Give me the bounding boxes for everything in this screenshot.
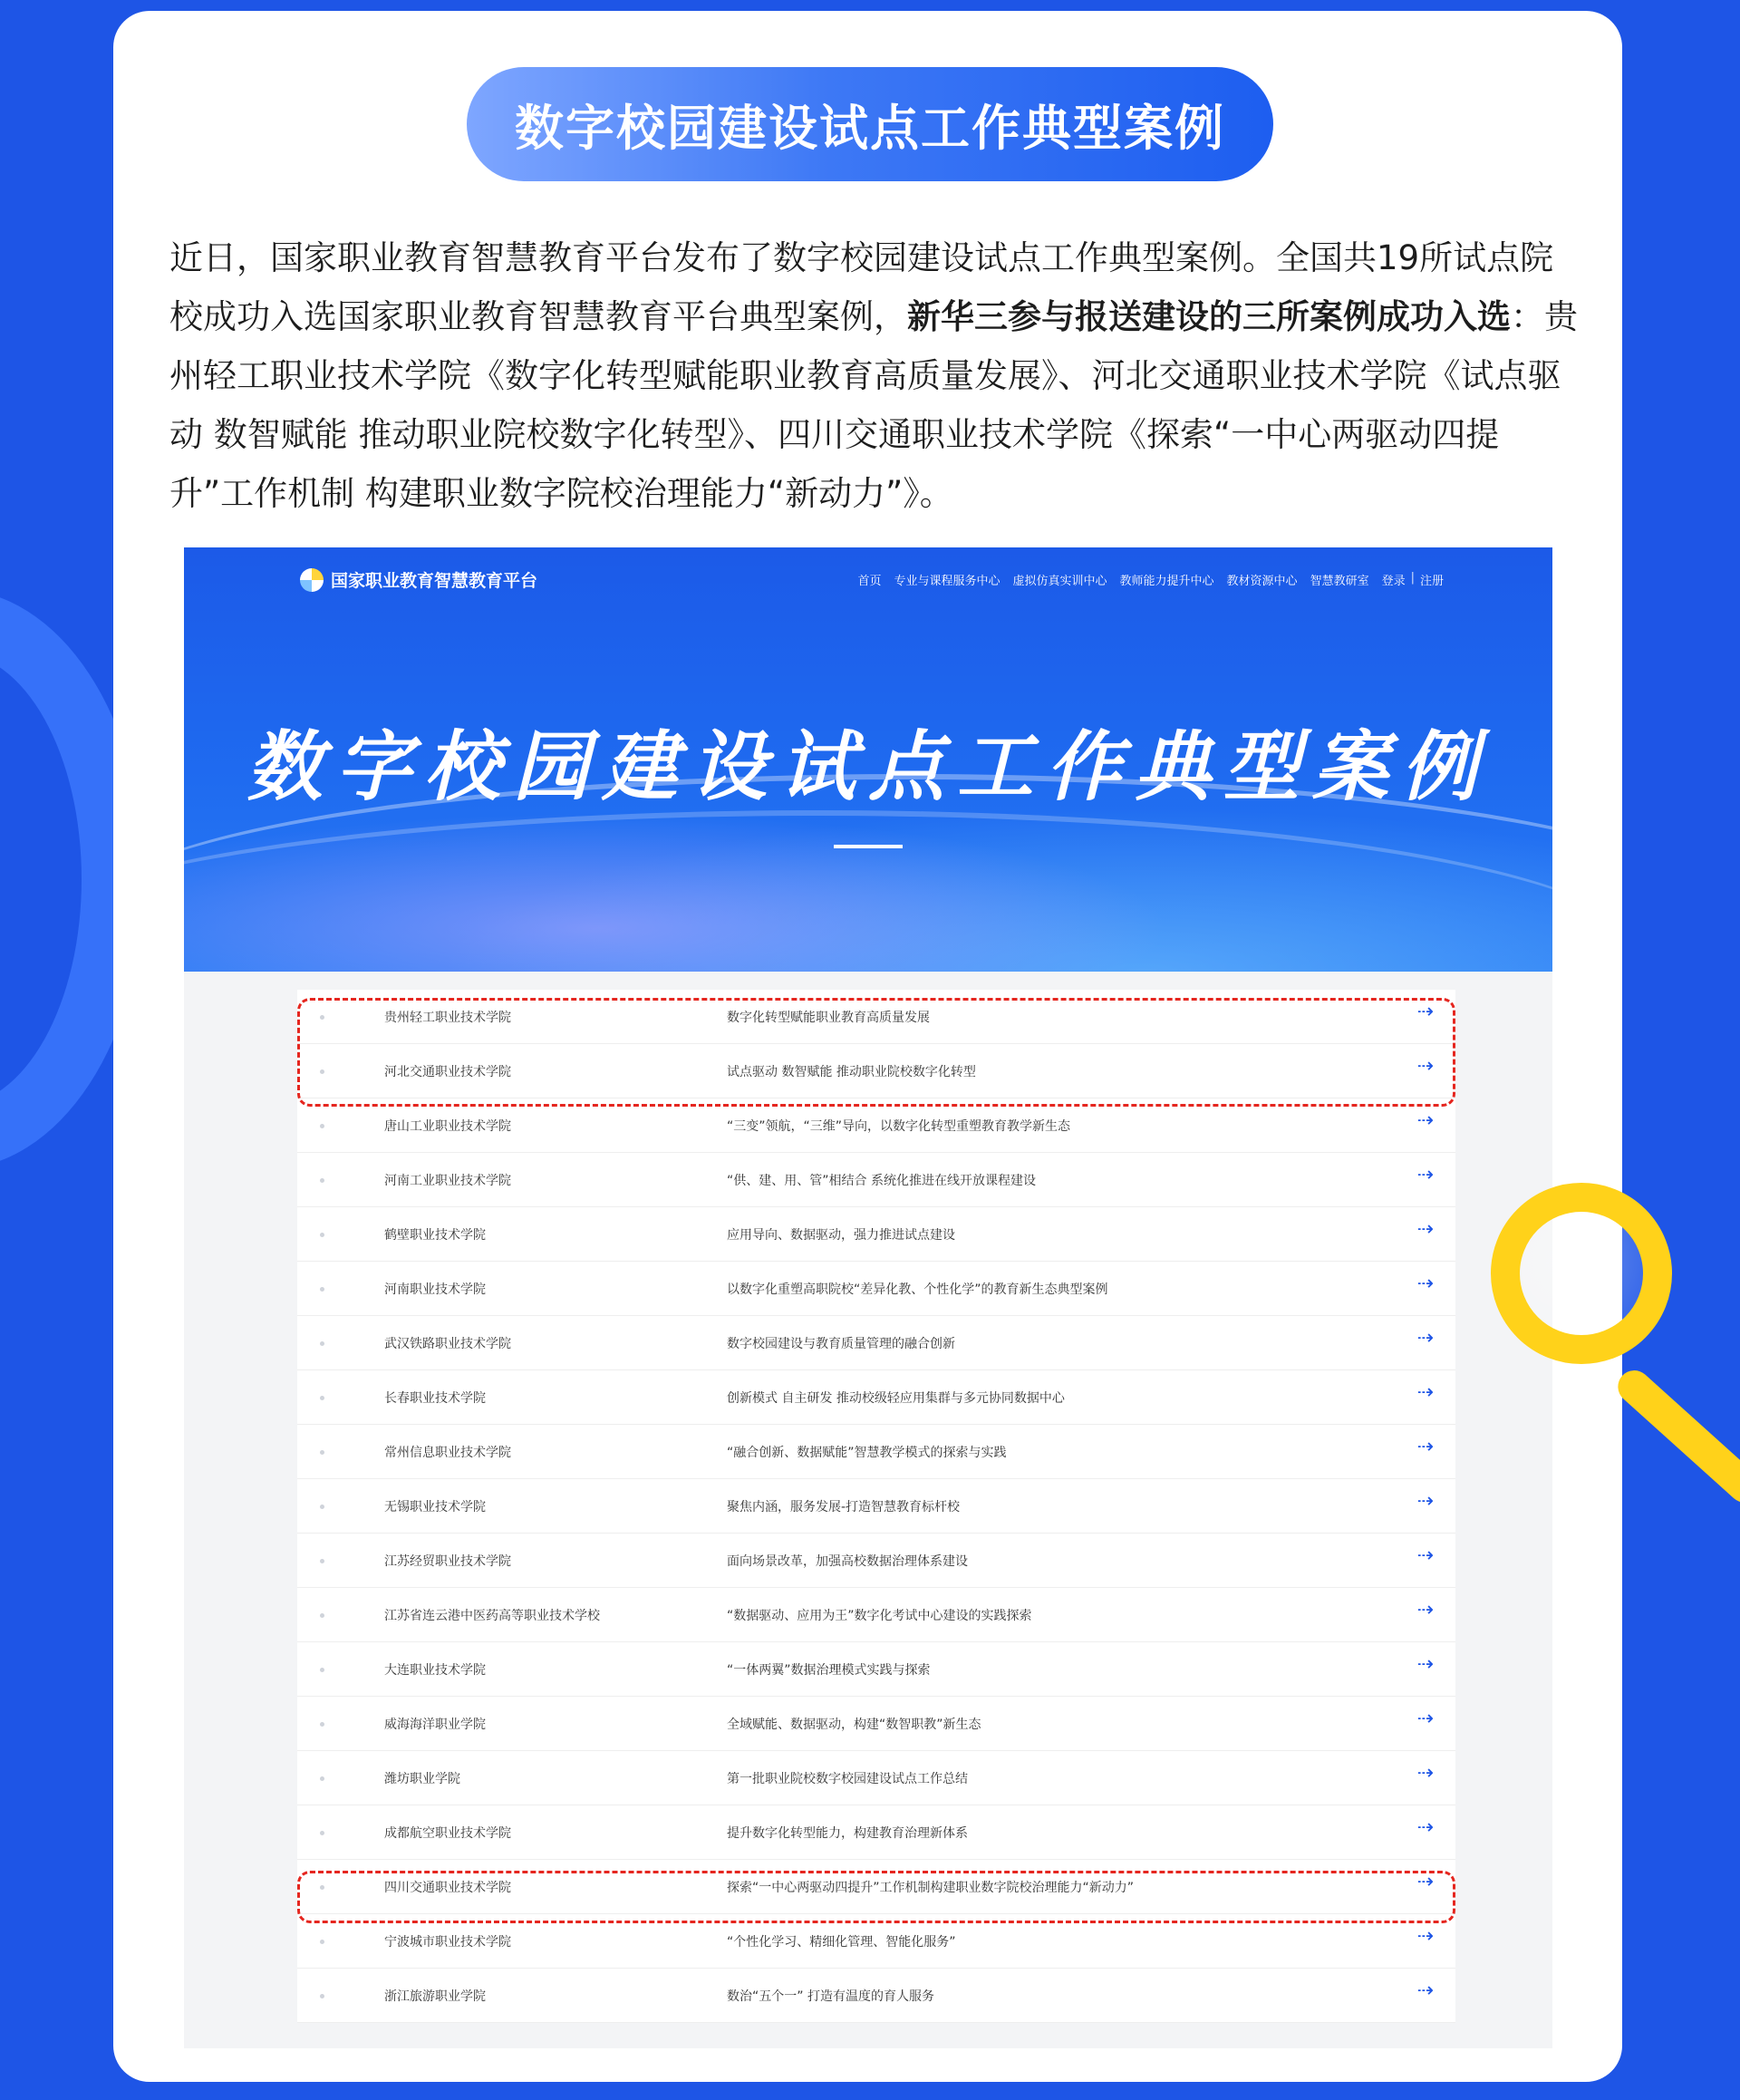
platform-logo-icon [300,568,324,592]
magnifier-handle [1611,1364,1740,1510]
case-topic[interactable]: 试点驱动 数智赋能 推动职业院校数字化转型 [727,1065,976,1079]
arrow-right-icon[interactable]: ⇢ [1416,1762,1434,1785]
arrow-right-icon[interactable]: ⇢ [1416,1653,1434,1676]
case-topic[interactable]: “个性化学习、精细化管理、智能化服务” [727,1935,956,1950]
case-row[interactable] [297,1153,1455,1207]
arrow-right-icon[interactable]: ⇢ [1416,1816,1434,1839]
case-school: 鹤壁职业技术学院 [384,1228,486,1243]
case-school: 河北交通职业技术学院 [384,1065,511,1079]
case-topic[interactable]: “三变”领航，“三维”导向，以数字化转型重塑教育教学新生态 [727,1119,1071,1134]
case-school: 威海海洋职业学院 [384,1718,486,1732]
case-topic[interactable]: 数治“五个一” 打造有温度的育人服务 [727,1989,934,2004]
arrow-right-icon[interactable]: ⇢ [1416,1327,1434,1350]
arrow-right-icon[interactable]: ⇢ [1416,1164,1434,1186]
case-topic[interactable]: “融合创新、数据赋能”智慧教学模式的探索与实践 [727,1446,1007,1460]
case-row[interactable] [297,1588,1455,1642]
case-school: 唐山工业职业技术学院 [384,1119,511,1134]
bullet-dot [320,1396,324,1400]
arrow-right-icon[interactable]: ⇢ [1416,1979,1434,2002]
case-row[interactable] [297,1207,1455,1262]
case-school: 江苏经贸职业技术学院 [384,1554,511,1569]
nav-item-login[interactable]: 登录 [1381,575,1406,588]
hero-divider [834,845,903,848]
hero-title: 数字校园建设试点工作典型案例 [246,721,1490,811]
nav-item-courses[interactable]: 专业与课程服务中心 [894,575,1000,588]
case-row[interactable] [297,1479,1455,1534]
platform-screenshot [184,547,1552,2048]
case-school: 河南职业技术学院 [384,1282,486,1297]
arrow-right-icon[interactable]: ⇢ [1416,1381,1434,1404]
arrow-right-icon[interactable]: ⇢ [1416,1218,1434,1241]
case-topic[interactable]: 全域赋能、数据驱动，构建“数智职教”新生态 [727,1718,981,1732]
arrow-right-icon[interactable]: ⇢ [1416,1436,1434,1458]
platform-name: 国家职业教育智慧教育平台 [331,571,538,591]
case-row[interactable] [297,1751,1455,1805]
bullet-dot [320,1505,324,1509]
platform-logo[interactable] [300,567,537,592]
bullet-dot [320,1124,324,1128]
nav-item-register[interactable]: 注册 [1419,575,1444,588]
case-school: 大连职业技术学院 [384,1663,486,1678]
bullet-dot [320,1450,324,1455]
content-card [113,11,1622,2082]
bullet-dot [320,1940,324,1944]
bullet-dot [320,1233,324,1237]
case-row[interactable] [297,1262,1455,1316]
arrow-right-icon[interactable]: ⇢ [1416,1925,1434,1948]
case-row[interactable] [297,1316,1455,1370]
case-row[interactable] [297,1425,1455,1479]
nav-item-home[interactable]: 首页 [857,575,882,588]
arrow-right-icon[interactable]: ⇢ [1416,1055,1434,1078]
hero-banner [184,547,1552,972]
case-school: 宁波城市职业技术学院 [384,1935,511,1950]
bullet-dot [320,1994,324,1998]
nav-item-teacher-center[interactable]: 教师能力提升中心 [1119,575,1214,588]
case-school: 成都航空职业技术学院 [384,1826,511,1841]
case-topic[interactable]: 第一批职业院校数字校园建设试点工作总结 [727,1772,968,1786]
arrow-right-icon[interactable]: ⇢ [1416,1544,1434,1567]
arrow-right-icon[interactable]: ⇢ [1416,1001,1434,1023]
bullet-dot [320,1776,324,1781]
case-school: 长春职业技术学院 [384,1391,486,1406]
case-school: 河南工业职业技术学院 [384,1174,511,1188]
highlight-box-top [297,998,1455,1107]
case-topic[interactable]: “供、建、用、管”相结合 系统化推进在线开放课程建设 [727,1174,1036,1188]
case-row[interactable] [297,1805,1455,1860]
main-nav [857,571,1444,588]
bullet-dot [320,1613,324,1618]
case-row[interactable] [297,1697,1455,1751]
intro-text-1: 近日，国家职业教育智慧教育平台发布了数字校园建设试点工作典型案例。全国共19所试点院校成功入选国家职业教育智慧教育平台典型案例， [169,238,1554,336]
case-row[interactable] [297,1098,1455,1153]
case-school: 浙江旅游职业学院 [384,1989,486,2004]
arrow-right-icon[interactable]: ⇢ [1416,1599,1434,1621]
case-row[interactable] [297,1969,1455,2023]
case-school: 潍坊职业学院 [384,1772,460,1786]
bullet-dot [320,1287,324,1292]
top-navbar [184,547,1552,613]
case-school: 四川交通职业技术学院 [384,1881,511,1895]
bullet-dot [320,1341,324,1346]
arrow-right-icon[interactable]: ⇢ [1416,1871,1434,1893]
case-row[interactable] [297,1642,1455,1697]
case-school: 常州信息职业技术学院 [384,1446,511,1460]
bullet-dot [320,1722,324,1727]
case-school: 无锡职业技术学院 [384,1500,486,1515]
case-row[interactable] [297,1534,1455,1588]
case-school: 贵州轻工职业技术学院 [384,1011,511,1025]
case-school: 武汉铁路职业技术学院 [384,1337,511,1351]
page-title: 数字校园建设试点工作典型案例 [467,67,1273,181]
highlight-box-sichuan [297,1871,1455,1923]
case-row[interactable] [297,1370,1455,1425]
case-topic[interactable]: 数字化转型赋能职业教育高质量发展 [727,1011,930,1025]
nav-item-textbook[interactable]: 教材资源中心 [1226,575,1298,588]
bullet-dot [320,1831,324,1835]
bullet-dot [320,1178,324,1183]
nav-item-research[interactable]: 智慧教研室 [1310,575,1369,588]
bullet-dot [320,1668,324,1672]
arrow-right-icon[interactable]: ⇢ [1416,1708,1434,1730]
arrow-right-icon[interactable]: ⇢ [1416,1109,1434,1132]
case-list [297,990,1455,2023]
case-topic[interactable]: “一体两翼”数据治理模式实践与探索 [727,1663,931,1678]
case-topic[interactable]: 应用导向、数据驱动，强力推进试点建设 [727,1228,955,1243]
case-topic[interactable]: 聚焦内涵，服务发展-打造智慧教育标杆校 [727,1500,961,1515]
bullet-dot [320,1559,324,1563]
intro-text-2: ：贵州轻工职业技术学院《数字化转型赋能职业教育高质量发展》、河北交通职业技术学院《试点驱动 数智赋能 推动职业院校数字化转型》、四川交通职业技术学院《探索“一中心两驱动四提升”工作机制 构建职业数字院校治理能力“新动力”》。 [169,297,1578,513]
case-topic[interactable]: 创新模式 自主研发 推动校级轻应用集群与多元协同数据中心 [727,1391,1065,1406]
case-school: 江苏省连云港中医药高等职业技术学校 [384,1609,600,1623]
case-topic[interactable]: 以数字化重塑高职院校“差异化教、个性化学”的教育新生态典型案例 [727,1282,1108,1297]
nav-separator: | [1410,571,1415,585]
arrow-right-icon[interactable]: ⇢ [1416,1273,1434,1295]
case-topic[interactable]: 提升数字化转型能力，构建教育治理新体系 [727,1826,968,1841]
case-topic[interactable]: 数字校园建设与教育质量管理的融合创新 [727,1337,955,1351]
case-topic[interactable]: 面向场景改革，加强高校数据治理体系建设 [727,1554,968,1569]
nav-item-virtual-training[interactable]: 虚拟仿真实训中心 [1012,575,1107,588]
intro-paragraph [169,228,1583,523]
case-topic[interactable]: “数据驱动、应用为王”数字化考试中心建设的实践探索 [727,1609,1032,1623]
intro-bold-text: 新华三参与报送建设的三所案例成功入选 [907,297,1511,336]
arrow-right-icon[interactable]: ⇢ [1416,1490,1434,1513]
case-topic[interactable]: 探索“一中心两驱动四提升”工作机制构建职业数字院校治理能力“新动力” [727,1881,1135,1895]
magnifier-icon [1491,1183,1672,1364]
